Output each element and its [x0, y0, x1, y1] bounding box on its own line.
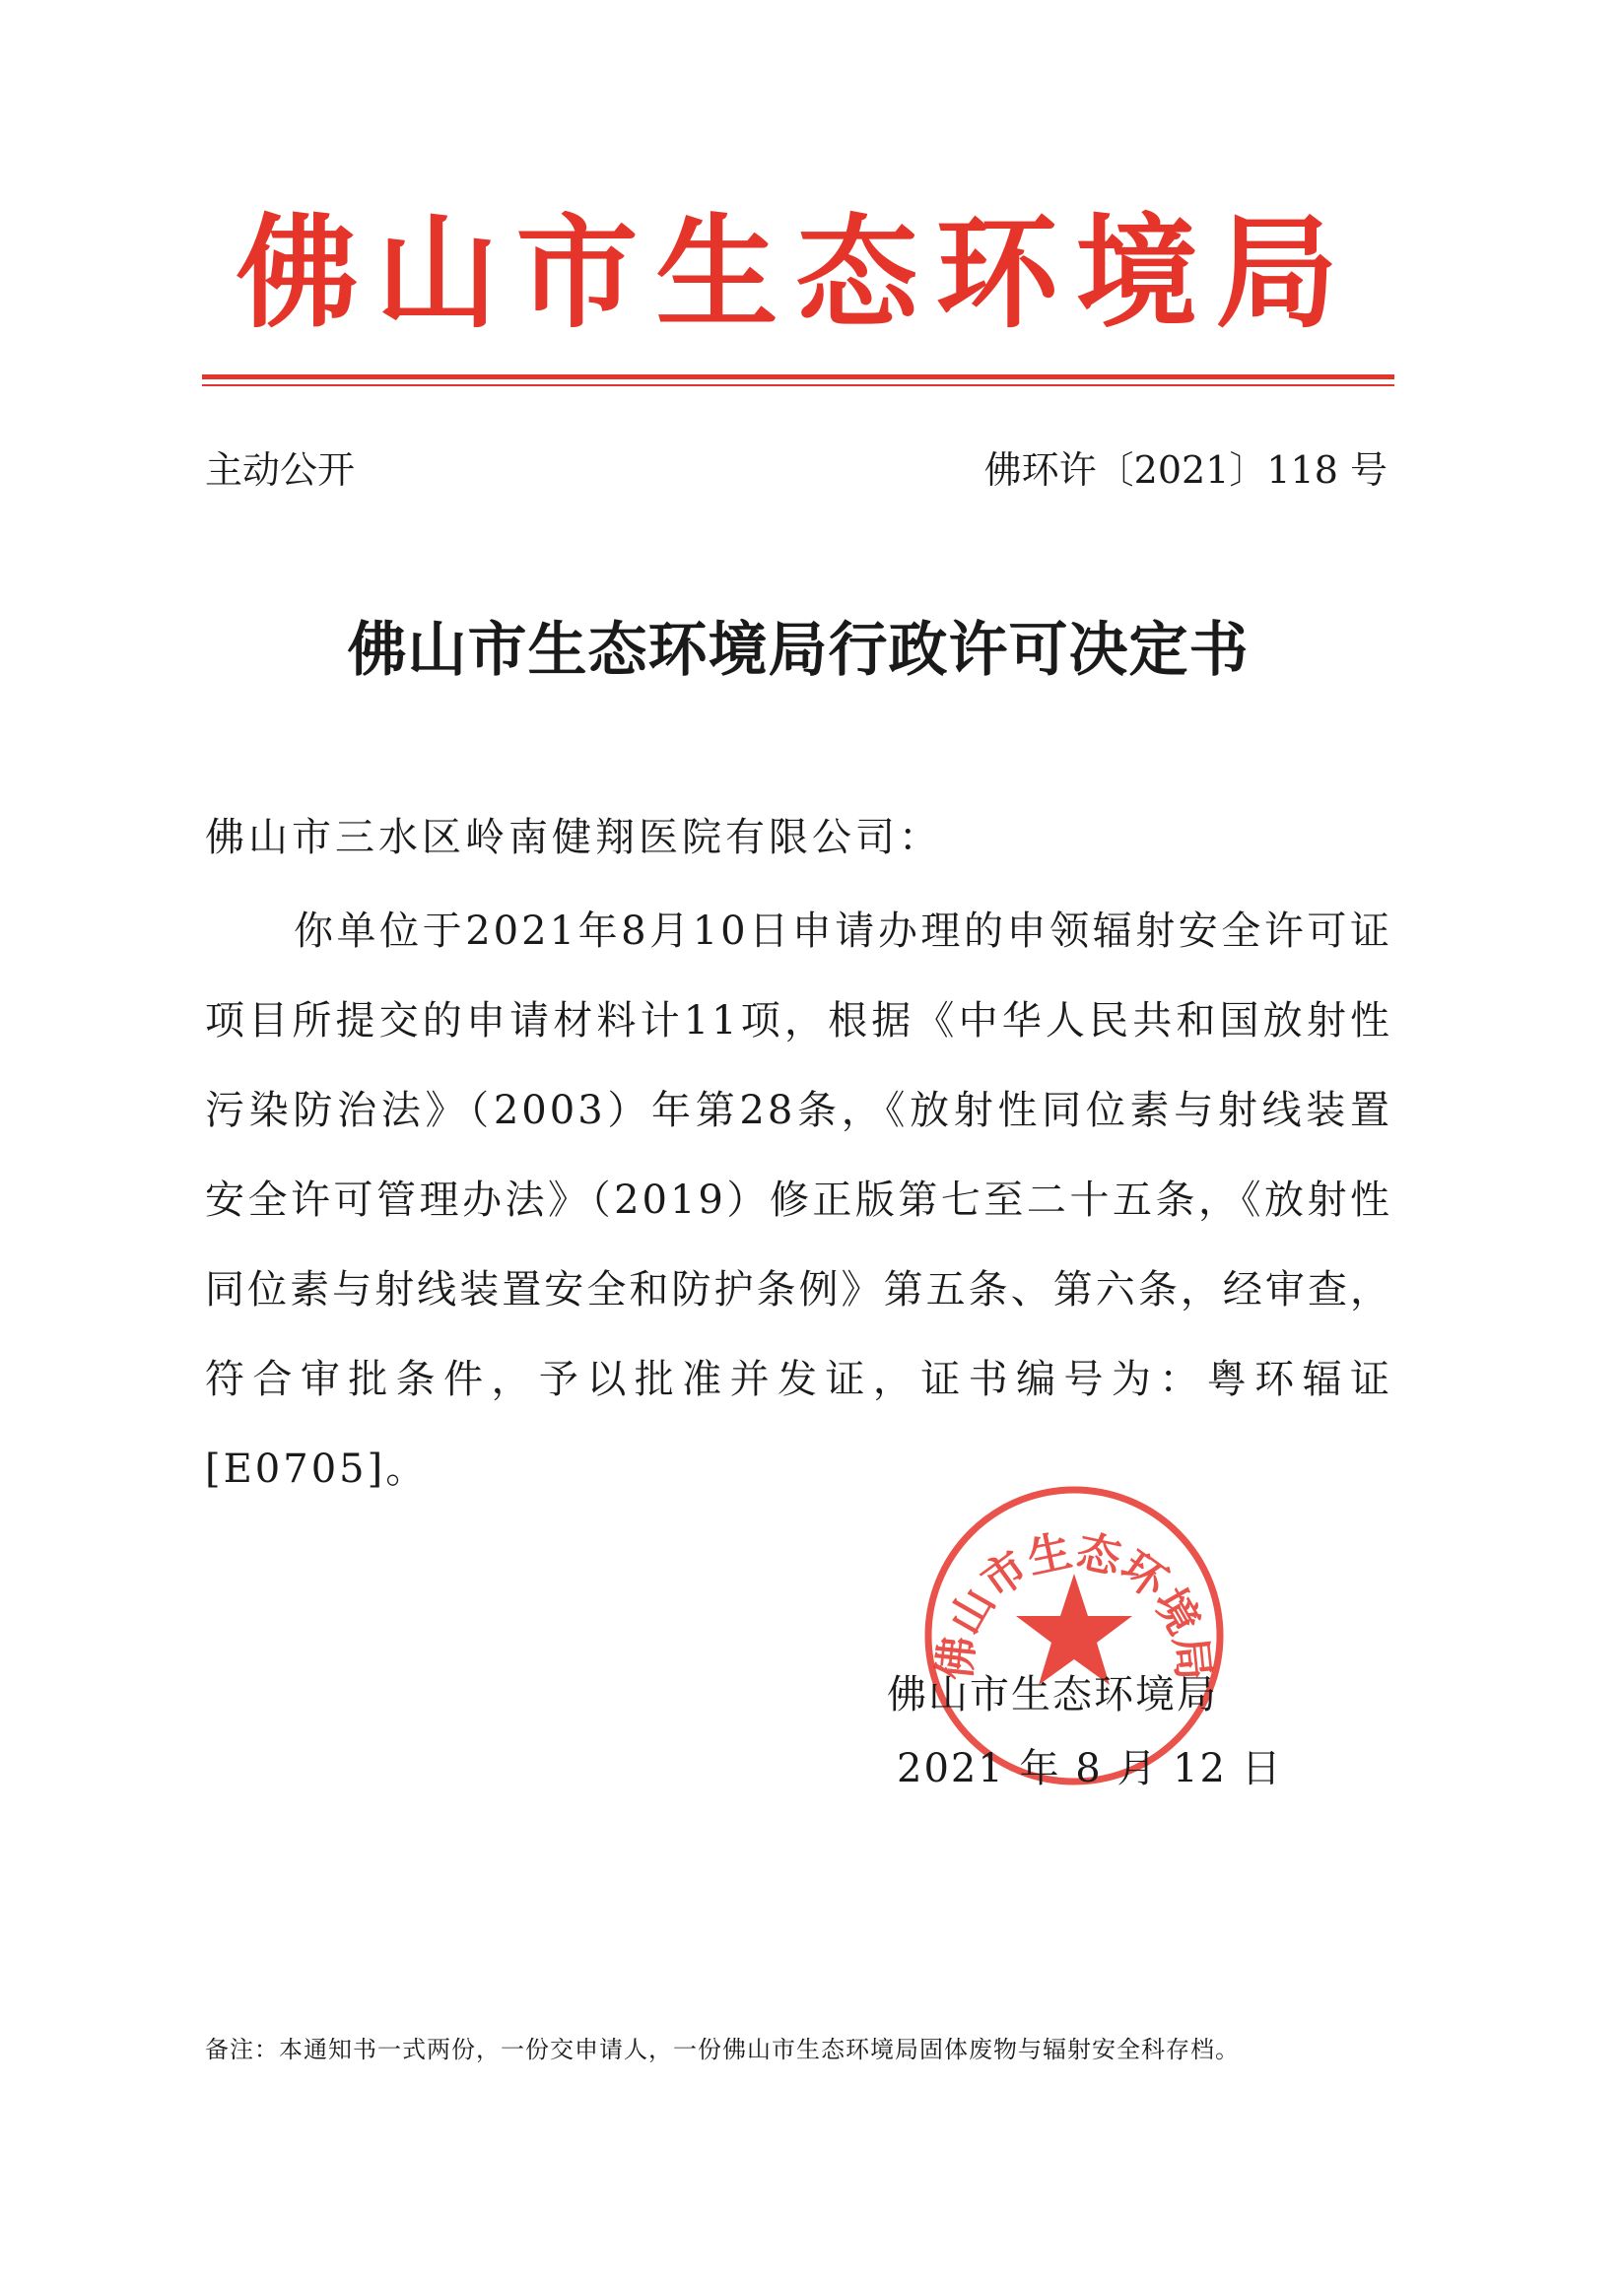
- document-title: 佛山市生态环境局行政许可决定书: [347, 616, 1250, 685]
- letterhead-rule-thick: [202, 374, 1394, 379]
- signature-date: 2021 年 8 月 12 日: [897, 1746, 1283, 1791]
- seal-text: 佛山市生态环境局: [929, 1525, 1219, 1683]
- body-paragraph: 你单位于2021年8月10日申请办理的申领辐射安全许可证项目所提交的申请材料计11项，根据《中华人民共和国放射性污染防治法》（2003）年第28条，《放射性同位素与射线装置安全许可管理办法》（2019）修正版第七至二十五条，《放射性同位素与射线装置安全和防护条例》第五条、第六条，经审查，符合审批条件，予以批准并发证，证书编号为：粤环辐证[E0705]。: [205, 909, 1392, 1492]
- disclosure-label: 主动公开: [205, 448, 356, 492]
- signature-org: 佛山市生态环境局: [887, 1672, 1218, 1717]
- letterhead-title: 佛山市生态环境局: [236, 202, 1356, 345]
- letterhead-rule-thin: [202, 384, 1394, 386]
- addressee: 佛山市三水区岭南健翔医院有限公司：: [205, 815, 942, 860]
- document-number: 佛环许〔2021〕118 号: [983, 448, 1387, 492]
- footnote: 备注：本通知书一式两份，一份交申请人，一份佛山市生态环境局固体废物与辐射安全科存档。: [205, 2036, 1240, 2063]
